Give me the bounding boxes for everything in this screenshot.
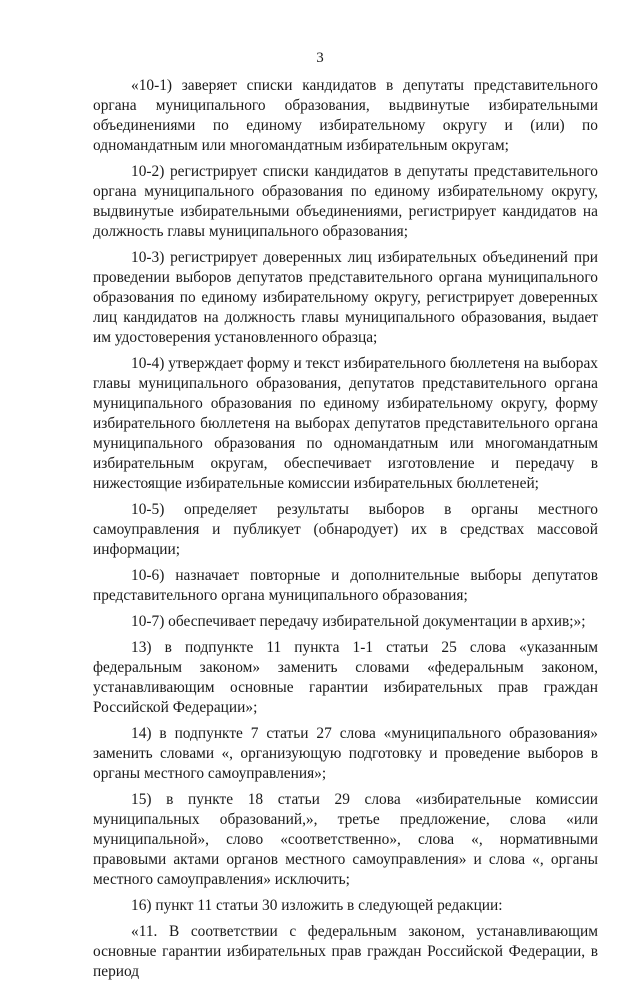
paragraph-10-1: «10-1) заверяет списки кандидатов в депутаты представительного органа муниципального образования, выдвинутые избирательными объединениями по единому избирательному округу и (или) по одномандатным или многомандатным избирательным округам;: [93, 77, 598, 154]
paragraph-15: 15) в пункте 18 статьи 29 слова «избирательные комиссии муниципальных образований,», третье предложение, слова «или муниципальной», слово «соответственно», слова «, нормативными правовыми актами органов местного самоуправления» и слова «, органы местного самоуправления» исключить;: [93, 791, 598, 888]
document-body: [93, 76, 598, 988]
paragraph-10-6: 10-6) назначает повторные и дополнительные выборы депутатов представительного органа муниципального образования;: [93, 567, 598, 604]
page-number: 3: [316, 50, 324, 66]
paragraph-16: 16) пункт 11 статьи 30 изложить в следующей редакции:: [131, 897, 503, 914]
paragraph-10-2: 10-2) регистрирует списки кандидатов в депутаты представительного органа муниципального образования по единому избирательному округу, выдвинутые избирательными объединениями, регистрирует кандидатов на должность главы муниципального образования;: [93, 163, 598, 240]
paragraph-11-quote: «11. В соответствии с федеральным законом, устанавливающим основные гарантии избирательных прав граждан Российской Федерации, в период: [93, 923, 598, 980]
paragraph-10-5: 10-5) определяет результаты выборов в органы местного самоуправления и публикует (обнародует) их в средствах массовой информации;: [93, 501, 598, 558]
paragraph-10-3: 10-3) регистрирует доверенных лиц избирательных объединений при проведении выборов депутатов представительного органа муниципального образования по единому избирательному округу, регистрирует доверенных лиц кандидатов на должность главы муниципального образования, выдает им удостоверения установленного образца;: [93, 249, 598, 346]
paragraph-10-7: 10-7) обеспечивает передачу избирательной документации в архив;»;: [131, 613, 586, 630]
paragraph-13: 13) в подпункте 11 пункта 1-1 статьи 25 слова «указанным федеральным законом» заменить словами «федеральным законом, устанавливающим основные гарантии избирательных прав граждан Российской Федерации»;: [93, 639, 598, 716]
paragraph-10-4: 10-4) утверждает форму и текст избирательного бюллетеня на выборах главы муниципального образования, депутатов представительного органа муниципального образования по единому избирательному округу, форму избирательного бюллетеня на выборах депутатов представительного органа муниципального образования по одномандатным или многомандатным избирательным округам, обеспечивает изготовление и передачу в нижестоящие избирательные комиссии избирательных бюллетеней;: [93, 355, 598, 492]
paragraph-14: 14) в подпункте 7 статьи 27 слова «муниципального образования» заменить словами «, организующую подготовку и проведение выборов в органы местного самоуправления»;: [93, 725, 598, 782]
